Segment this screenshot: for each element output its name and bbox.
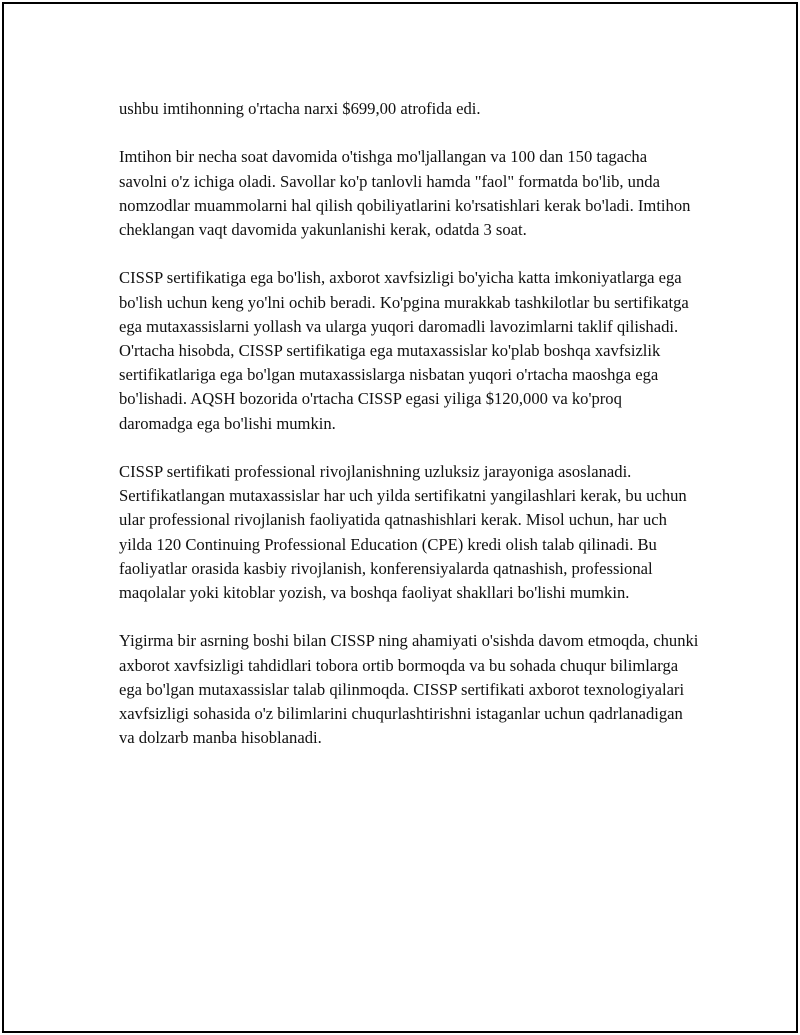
- document-page: [2, 2, 798, 1033]
- paragraph-continuing-education: CISSP sertifikati professional rivojlanishning uzluksiz jarayoniga asoslanadi. Sertifikatlangan mutaxassislar har uch yilda sertifikatni yangilashlari kerak, bu uchun ular professional rivojlanish faoliyatida qatnashishlari kerak. Misol uchun, har uch yilda 120 Continuing Professional Education (CPE) kredi olish talab qilinadi. Bu faoliyatlar orasida kasbiy rivojlanish, konferensiyalarda qatnashish, professional maqolalar yoki kitoblar yozish, va boshqa faoliyat shakllari bo'lishi mumkin.: [119, 462, 687, 603]
- paragraph-career-benefits: CISSP sertifikatiga ega bo'lish, axborot xavfsizligi bo'yicha katta imkoniyatlarga ega bo'lish uchun keng yo'lni ochib beradi. Ko'pgina murakkab tashkilotlar bu sertifikatga ega mutaxassislarni yollash va ularga yuqori daromadli lavozimlarni taklif qilishadi. O'rtacha hisobda, CISSP sertifikatiga ega mutaxassislar ko'plab boshqa xavfsizlik sertifikatlariga ega bo'lgan mutaxassislarga nisbatan yuqori o'rtacha maoshga ega bo'lishadi. AQSH bozorida o'rtacha CISSP egasi yiliga $120,000 va ko'proq daromadga ega bo'lishi mumkin.: [119, 268, 689, 433]
- paragraph-importance: Yigirma bir asrning boshi bilan CISSP ning ahamiyati o'sishda davom etmoqda, chunki axborot xavfsizligi tahdidlari tobora ortib bormoqda va bu sohada chuqur bilimlarga ega bo'lgan mutaxassislar talab qilinmoqda. CISSP sertifikati axborot texnologiyalari xavfsizligi sohasida o'z bilimlarini chuqurlashtirishni istaganlar uchun qadrlanadigan va dolzarb manba hisoblanadi.: [119, 631, 699, 748]
- paragraph-exam-price: ushbu imtihonning o'rtacha narxi $699,00 atrofida edi.: [119, 99, 481, 118]
- paragraph-exam-format: Imtihon bir necha soat davomida o'tishga mo'ljallangan va 100 dan 150 tagacha savolni o'z ichiga oladi. Savollar ko'p tanlovli hamda "faol" formatda bo'lib, unda nomzodlar muammolarni hal qilish qobiliyatlarini ko'rsatishlari kerak bo'ladi. Imtihon cheklangan vaqt davomida yakunlanishi kerak, odatda 3 soat.: [119, 147, 691, 239]
- body-text: [119, 97, 699, 775]
